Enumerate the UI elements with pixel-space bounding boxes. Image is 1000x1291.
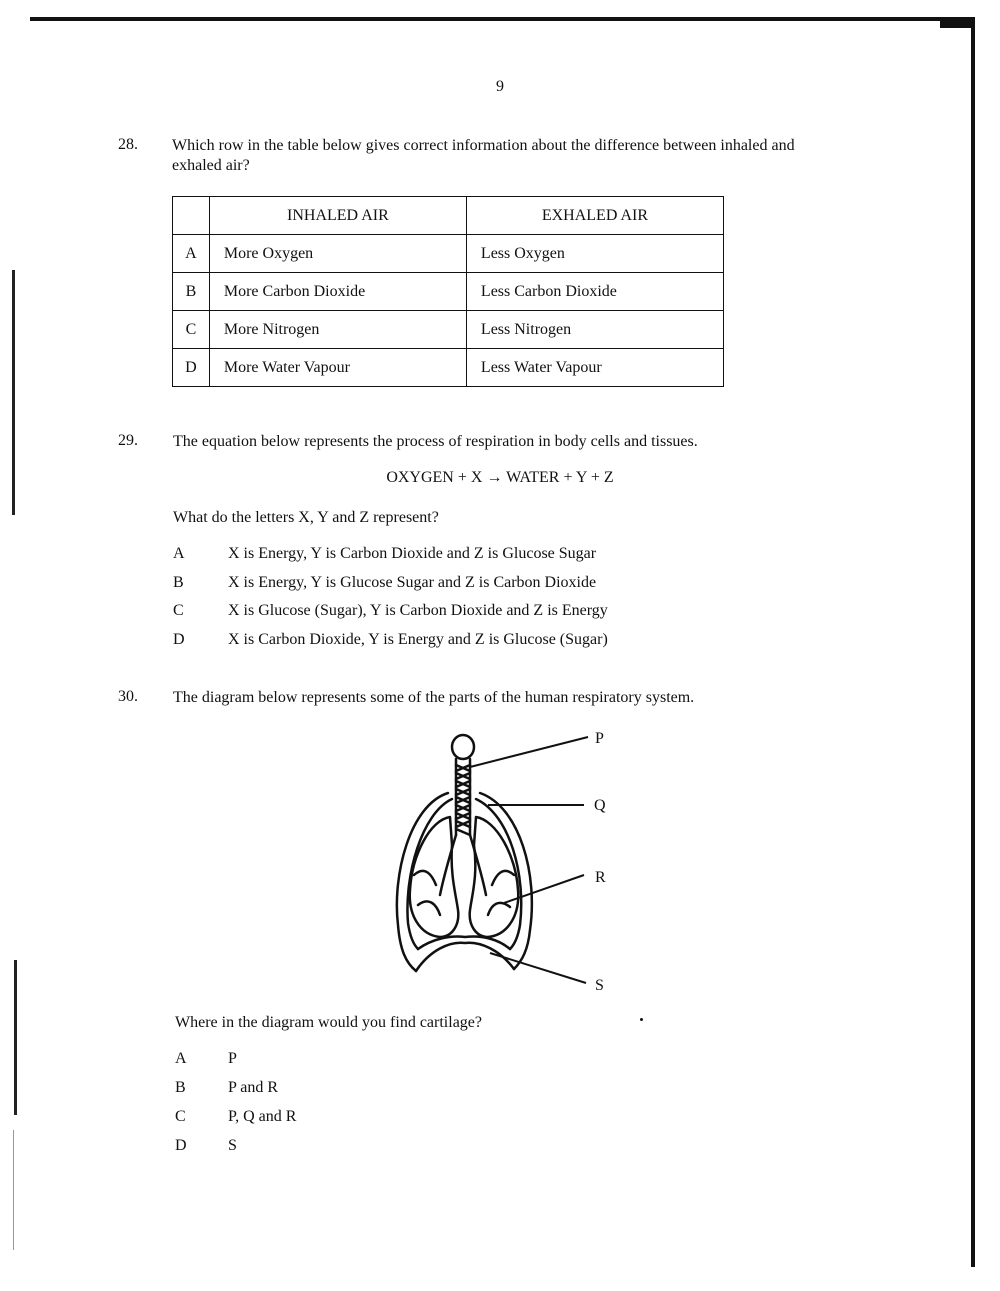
option-letter: A (173, 545, 185, 562)
question-text-line: Which row in the table below gives correct information about the difference between inhaled and (172, 137, 795, 154)
scan-dot (640, 1018, 643, 1021)
page-border-notch (940, 21, 974, 28)
label-q: Q (594, 797, 606, 814)
lung-right (470, 817, 519, 937)
exhaled-cell: Less Oxygen (466, 235, 723, 273)
table-row (173, 349, 724, 387)
option-letter: C (175, 1108, 186, 1125)
lung-lobe (488, 871, 514, 915)
scan-artifact (14, 960, 17, 1115)
option-letter: C (173, 602, 184, 619)
option-letter: D (173, 631, 185, 648)
table-row (173, 273, 724, 311)
row-letter: C (173, 311, 210, 349)
page-border-top (30, 17, 974, 21)
label-p: P (595, 730, 604, 747)
bronchus-left (440, 835, 486, 895)
inhaled-cell: More Carbon Dioxide (209, 273, 466, 311)
exhaled-cell: Less Water Vapour (466, 349, 723, 387)
table-row (173, 235, 724, 273)
chest-outline (480, 793, 532, 969)
larynx (452, 735, 474, 759)
label-r: R (595, 869, 606, 886)
option-text: P and R (228, 1079, 279, 1096)
question-number: 29. (118, 432, 138, 449)
question-prompt: What do the letters X, Y and Z represent? (173, 509, 439, 526)
question-text (172, 136, 882, 176)
scan-artifact (13, 1130, 14, 1250)
option-text: S (228, 1137, 237, 1154)
option-text: P, Q and R (228, 1108, 297, 1125)
option-text: X is Carbon Dioxide, Y is Energy and Z is Glucose (Sugar) (228, 631, 608, 648)
table-header-inhaled: INHALED AIR (209, 197, 466, 235)
inhaled-cell: More Oxygen (209, 235, 466, 273)
air-comparison-table (172, 196, 724, 387)
lung-left (410, 817, 459, 937)
question-text: The diagram below represents some of the parts of the human respiratory system. (173, 689, 695, 706)
option-text: P (228, 1050, 237, 1067)
inhaled-cell: More Nitrogen (209, 311, 466, 349)
option-letter: A (175, 1050, 187, 1067)
question-prompt: Where in the diagram would you find cartilage? (175, 1014, 482, 1031)
question-number: 30. (118, 688, 138, 705)
table-header-empty (173, 197, 210, 235)
option-letter: B (175, 1079, 186, 1096)
exhaled-cell: Less Carbon Dioxide (466, 273, 723, 311)
option-letter: B (173, 574, 184, 591)
page-number: 9 (496, 78, 504, 95)
label-s: S (595, 977, 604, 994)
respiration-equation: OXYGEN + X → WATER + Y + Z (386, 469, 614, 486)
label-line-p (470, 737, 588, 767)
row-letter: A (173, 235, 210, 273)
table-header-exhaled: EXHALED AIR (466, 197, 723, 235)
option-text: X is Energy, Y is Carbon Dioxide and Z is Glucose Sugar (228, 545, 597, 562)
inhaled-cell: More Water Vapour (209, 349, 466, 387)
lung-lobe (414, 871, 440, 915)
question-number: 28. (118, 136, 138, 153)
option-text: X is Energy, Y is Glucose Sugar and Z is Carbon Dioxide (228, 574, 597, 591)
table-header-row (173, 197, 724, 235)
row-letter: D (173, 349, 210, 387)
respiratory-system-diagram (370, 725, 630, 995)
table-row (173, 311, 724, 349)
row-letter: B (173, 273, 210, 311)
option-text: X is Glucose (Sugar), Y is Carbon Dioxide and Z is Energy (228, 602, 608, 619)
question-text: The equation below represents the process of respiration in body cells and tissues. (173, 433, 698, 450)
exhaled-cell: Less Nitrogen (466, 311, 723, 349)
label-line-s (490, 953, 586, 983)
question-text-line: exhaled air? (172, 157, 250, 174)
option-letter: D (175, 1137, 187, 1154)
page-border-right (971, 17, 975, 1267)
scan-artifact (12, 270, 15, 515)
